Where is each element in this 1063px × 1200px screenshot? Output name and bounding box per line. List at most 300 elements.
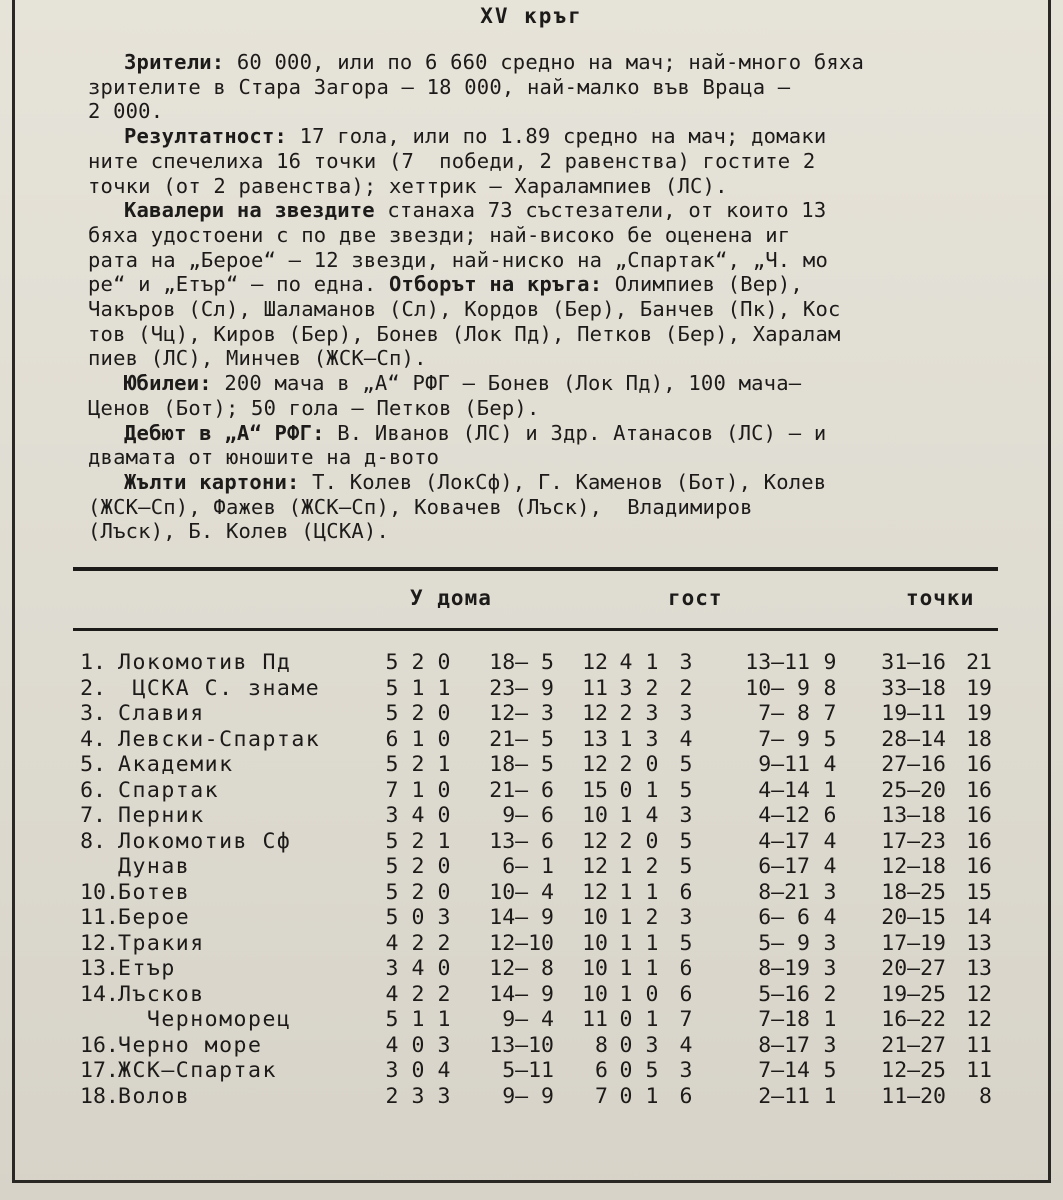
stat-cell: 0 (437, 650, 451, 675)
summary-line (88, 149, 1003, 174)
stat-cell: 6 (679, 981, 693, 1007)
stat-cell: 7 (823, 701, 837, 726)
stat-cell: 4 (411, 956, 425, 981)
stat-cell: 11 (966, 1032, 992, 1058)
stat-cell: 9—11 (745, 752, 810, 777)
rank: 18. (80, 1083, 119, 1109)
table-rule-top (73, 567, 998, 571)
summary-text: 200 мача в „А“ РФГ — Бонев (Лок Пд), 100 мача— (211, 371, 802, 396)
round-title: XV кръг (480, 4, 583, 28)
summary-line (88, 445, 1003, 470)
stat-cell: 4 (437, 1058, 451, 1083)
stat-cell: 19—11 (881, 701, 946, 726)
team-name: Левски-Спартак (118, 726, 321, 752)
stat-cell: 3 (645, 726, 659, 752)
summary-line (88, 272, 1003, 297)
team-name: Дунав (118, 854, 191, 879)
summary-line (88, 421, 1003, 446)
rank: 10. (80, 879, 119, 905)
summary-text: (ЖСК—Сп), Фажев (ЖСК—Сп), Ковачев (Лъск), Владимиров (88, 494, 753, 519)
stat-cell: 6 (823, 803, 837, 828)
stat-cell: 11 (582, 675, 608, 701)
stat-cell: 1 (411, 726, 425, 752)
stat-cell: 7 (385, 777, 399, 803)
standings-row (0, 727, 1063, 752)
stat-cell: 13—10 (489, 1032, 554, 1058)
stat-cell: 3 (385, 956, 399, 981)
standings-row (0, 956, 1063, 981)
stat-cell: 9— 6 (489, 803, 554, 828)
stat-cell: 14 (966, 905, 992, 930)
stat-cell: 10— 4 (489, 879, 554, 905)
stat-cell: 16 (966, 854, 992, 879)
stat-cell: 0 (619, 1007, 633, 1032)
stat-cell: 21— 5 (489, 726, 554, 752)
stat-cell: 1 (619, 956, 633, 981)
stat-cell: 2 (411, 854, 425, 879)
stat-cell: 8—17 (745, 1032, 810, 1058)
stat-cell: 1 (437, 828, 451, 854)
header-home: У дома (410, 586, 492, 610)
summary-line (88, 50, 1003, 75)
stat-cell: 0 (411, 1032, 425, 1058)
stat-cell: 18 (966, 726, 992, 752)
stat-cell: 2 (437, 981, 451, 1007)
stat-cell: 1 (645, 1007, 659, 1032)
stat-cell: 8—19 (745, 956, 810, 981)
summary-line (88, 99, 1003, 124)
header-points: точки (906, 586, 975, 610)
stat-cell: 5 (645, 1058, 659, 1083)
stat-cell: 25—20 (881, 777, 946, 803)
standings-row (0, 676, 1063, 701)
stat-cell: 2 (411, 828, 425, 854)
stat-cell: 10 (582, 981, 608, 1007)
stat-cell: 4 (645, 803, 659, 828)
stat-cell: 1 (619, 905, 633, 930)
stat-cell: 16 (966, 777, 992, 803)
summary-line (88, 223, 1003, 248)
team-name: Ботев (118, 879, 191, 905)
standings-row (0, 803, 1063, 828)
stat-cell: 0 (645, 828, 659, 854)
summary-text: 17 гола, или по 1.89 средно на мач; домаки (287, 124, 827, 149)
stat-cell: 4—14 (745, 777, 810, 803)
stat-cell: 2 (411, 752, 425, 777)
stat-cell: 2 (619, 828, 633, 854)
stat-cell: 2 (411, 879, 425, 905)
summary-text: бяха удостоени с по две звезди; най-високо бе оценена иг (88, 222, 791, 247)
rank: 13. (80, 956, 119, 981)
stat-cell: 19—25 (881, 981, 946, 1007)
stat-cell: 6 (385, 726, 399, 752)
stat-cell: 0 (437, 803, 451, 828)
stat-cell: 9— 9 (489, 1083, 554, 1109)
frame-border-bottom (12, 1180, 1051, 1183)
summary-text: Чакъров (Сл), Шаламанов (Сл), Кордов (Бер), Банчев (Пк), Кос (88, 297, 841, 322)
stat-cell: 11 (966, 1058, 992, 1083)
stat-cell: 4—12 (745, 803, 810, 828)
summary-line (88, 371, 1003, 396)
stat-cell: 6—17 (745, 854, 810, 879)
stat-cell: 2 (385, 1083, 399, 1109)
stat-cell: 0 (619, 777, 633, 803)
stat-cell: 3 (679, 701, 693, 726)
stat-cell: 27—16 (881, 752, 946, 777)
stat-cell: 3 (437, 1032, 451, 1058)
stat-cell: 16 (966, 828, 992, 854)
rank: 8. (80, 828, 106, 854)
stat-cell: 15 (966, 879, 992, 905)
stat-cell: 3 (823, 879, 837, 905)
stat-cell: 0 (437, 879, 451, 905)
rank: 5. (80, 752, 106, 777)
stat-cell: 13 (966, 956, 992, 981)
stat-cell: 5 (385, 905, 399, 930)
standings-row (0, 880, 1063, 905)
stat-cell: 1 (645, 879, 659, 905)
stat-cell: 4—17 (745, 828, 810, 854)
team-name: Черноморец (118, 1007, 292, 1032)
stat-cell: 5 (385, 701, 399, 726)
standings-row (0, 1033, 1063, 1058)
stat-cell: 3 (679, 1058, 693, 1083)
stat-cell: 8—21 (745, 879, 810, 905)
standings-row (0, 829, 1063, 854)
stat-cell: 5 (679, 854, 693, 879)
stat-cell: 8 (582, 1032, 608, 1058)
stat-cell: 12 (966, 1007, 992, 1032)
rank: 2. (80, 675, 106, 701)
team-name: ЦСКА С. знаме (118, 675, 321, 701)
summary-line (88, 198, 1003, 223)
rank: 6. (80, 777, 106, 803)
standings-row (0, 752, 1063, 777)
standings-row (0, 854, 1063, 879)
stat-cell: 5 (679, 752, 693, 777)
stat-cell: 2 (411, 650, 425, 675)
stat-cell: 20—27 (881, 956, 946, 981)
stat-cell: 20—15 (881, 905, 946, 930)
stat-cell: 19 (966, 701, 992, 726)
team-name: Славия (118, 701, 205, 726)
stat-cell: 7 (582, 1083, 608, 1109)
stat-cell: 10 (582, 930, 608, 956)
stat-cell: 8 (966, 1083, 992, 1109)
stat-cell: 5 (679, 777, 693, 803)
stat-cell: 1 (437, 1007, 451, 1032)
standings-row (0, 1084, 1063, 1109)
stat-cell: 3 (645, 1032, 659, 1058)
summary-text: точки (от 2 равенства); хеттрик — Харалампиев (ЛС). (88, 173, 728, 198)
stat-cell: 1 (619, 854, 633, 879)
stat-cell: 12—25 (881, 1058, 946, 1083)
stat-cell: 2 (645, 905, 659, 930)
stat-cell: 3 (619, 675, 633, 701)
summary-line (88, 495, 1003, 520)
stat-cell: 5—16 (745, 981, 810, 1007)
stat-cell: 10 (582, 956, 608, 981)
stat-cell: 3 (411, 1083, 425, 1109)
stat-cell: 1 (645, 650, 659, 675)
stat-cell: 7—18 (745, 1007, 810, 1032)
stat-cell: 5— 9 (745, 930, 810, 956)
stat-cell: 12 (582, 752, 608, 777)
stat-cell: 3 (823, 1032, 837, 1058)
rank: 16. (80, 1032, 119, 1058)
stat-cell: 17—23 (881, 828, 946, 854)
rank: 14. (80, 981, 119, 1007)
stat-cell: 0 (437, 854, 451, 879)
standings-row (0, 1058, 1063, 1083)
standings-row (0, 778, 1063, 803)
stat-cell: 3 (645, 701, 659, 726)
stat-cell: 0 (437, 726, 451, 752)
summary-label: Дебют в „А“ РФГ: (124, 420, 325, 445)
stat-cell: 4 (619, 650, 633, 675)
stat-cell: 3 (437, 1083, 451, 1109)
stat-cell: 10 (582, 803, 608, 828)
stat-cell: 2 (437, 930, 451, 956)
stat-cell: 4 (823, 905, 837, 930)
stat-cell: 11—20 (881, 1083, 946, 1109)
stat-cell: 21— 6 (489, 777, 554, 803)
team-name: Академик (118, 752, 234, 777)
stat-cell: 12 (582, 879, 608, 905)
rank: 4. (80, 726, 106, 752)
stat-cell: 1 (437, 675, 451, 701)
summary-text: Т. Колев (ЛокСф), Г. Каменов (Бот), Колев (299, 469, 827, 494)
stat-cell: 7—14 (745, 1058, 810, 1083)
summary-line (88, 322, 1003, 347)
stat-cell: 4 (385, 1032, 399, 1058)
stat-cell: 6 (679, 1083, 693, 1109)
summary-line (88, 75, 1003, 100)
summary-line (88, 297, 1003, 322)
summary-line (88, 519, 1003, 544)
stat-cell: 13 (966, 930, 992, 956)
rank: 12. (80, 930, 119, 956)
stat-cell: 21—27 (881, 1032, 946, 1058)
stat-cell: 12 (582, 854, 608, 879)
stat-cell: 5 (385, 854, 399, 879)
stat-cell: 1 (823, 1083, 837, 1109)
stat-cell: 12—18 (881, 854, 946, 879)
summary-text: станаха 73 състезатели, от които 13 (374, 198, 827, 223)
stat-cell: 4 (385, 930, 399, 956)
team-name: Локомотив Пд (118, 650, 292, 675)
stat-cell: 0 (437, 956, 451, 981)
team-of-round-label: Отборът на кръга: (389, 272, 603, 297)
stat-cell: 18— 5 (489, 650, 554, 675)
stat-cell: 1 (619, 930, 633, 956)
team-name: Берое (118, 905, 191, 930)
summary-label: Юбилеи: (124, 371, 212, 396)
stat-cell: 12 (582, 701, 608, 726)
stat-cell: 5 (823, 726, 837, 752)
summary-text: рата на „Берое“ — 12 звезди, най-ниско на „Спартак“, „Ч. мо (88, 247, 828, 272)
stat-cell: 0 (645, 752, 659, 777)
stat-cell: 3 (437, 905, 451, 930)
stat-cell: 5 (385, 752, 399, 777)
stat-cell: 12 (582, 650, 608, 675)
stat-cell: 2 (823, 981, 837, 1007)
stat-cell: 13 (582, 726, 608, 752)
stat-cell: 5 (385, 650, 399, 675)
stat-cell: 6 (582, 1058, 608, 1083)
stat-cell: 18—25 (881, 879, 946, 905)
stat-cell: 31—16 (881, 650, 946, 675)
stat-cell: 4 (823, 854, 837, 879)
stat-cell: 7 (679, 1007, 693, 1032)
stat-cell: 1 (437, 752, 451, 777)
stat-cell: 5 (385, 675, 399, 701)
summary-text: В. Иванов (ЛС) и Здр. Атанасов (ЛС) — и (324, 420, 827, 445)
team-name: Тракия (118, 930, 205, 956)
stat-cell: 1 (411, 675, 425, 701)
team-name: Перник (118, 803, 205, 828)
standings-row (0, 650, 1063, 675)
stat-cell: 0 (619, 1083, 633, 1109)
stat-cell: 6 (679, 879, 693, 905)
summary-text: пиев (ЛС), Минчев (ЖСК—Сп). (88, 346, 427, 371)
stat-cell: 4 (679, 726, 693, 752)
stat-cell: 3 (385, 1058, 399, 1083)
stat-cell: 13— 6 (489, 828, 554, 854)
stat-cell: 1 (645, 777, 659, 803)
stat-cell: 4 (411, 803, 425, 828)
summary-line (88, 174, 1003, 199)
team-name: Черно море (118, 1032, 263, 1058)
stat-cell: 1 (619, 726, 633, 752)
team-of-round-first: Олимпиев (Вер), (602, 272, 803, 297)
stat-cell: 13—11 (745, 650, 810, 675)
stat-cell: 1 (619, 803, 633, 828)
stat-cell: 16—22 (881, 1007, 946, 1032)
stat-cell: 5 (823, 1058, 837, 1083)
summary-text: 60 000, или по 6 660 средно на мач; най-много бяха (224, 50, 864, 74)
stat-cell: 5 (385, 1007, 399, 1032)
stat-cell: 1 (619, 981, 633, 1007)
stat-cell: 6— 1 (489, 854, 554, 879)
summary-line (88, 396, 1003, 421)
stat-cell: 2 (411, 981, 425, 1007)
summary-label: Кавалери на звездите (124, 198, 375, 223)
stat-cell: 12— 3 (489, 701, 554, 726)
summary-label: Жълти картони: (124, 469, 300, 494)
stat-cell: 8 (823, 675, 837, 701)
rank: 1. (80, 650, 106, 675)
stat-cell: 18— 5 (489, 752, 554, 777)
stat-cell: 0 (411, 905, 425, 930)
rank: 17. (80, 1058, 119, 1083)
stat-cell: 1 (645, 930, 659, 956)
stat-cell: 10— 9 (745, 675, 810, 701)
summary-text: зрителите в Стара Загора — 18 000, най-малко във Враца — (88, 74, 791, 99)
stat-cell: 4 (385, 981, 399, 1007)
summary-label: Зрители: (124, 50, 225, 74)
stat-cell: 2 (619, 752, 633, 777)
stat-cell: 0 (437, 777, 451, 803)
standings-row (0, 701, 1063, 726)
summary-line (88, 124, 1003, 149)
stat-cell: 11 (582, 1007, 608, 1032)
stat-cell: 10 (582, 905, 608, 930)
rank: 11. (80, 905, 119, 930)
stat-cell: 17—19 (881, 930, 946, 956)
stat-cell: 3 (823, 956, 837, 981)
stat-cell: 3 (679, 905, 693, 930)
team-name: Волов (118, 1083, 191, 1109)
stat-cell: 14— 9 (489, 981, 554, 1007)
summary-text: 2 000. (88, 99, 164, 124)
stat-cell: 16 (966, 752, 992, 777)
stat-cell: 9 (823, 650, 837, 675)
summary-line (88, 346, 1003, 371)
standings-row (0, 982, 1063, 1007)
stat-cell: 2 (645, 675, 659, 701)
stat-cell: 5 (679, 828, 693, 854)
stat-cell: 5 (385, 828, 399, 854)
stat-cell: 5 (679, 930, 693, 956)
team-name: Етър (118, 956, 176, 981)
stat-cell: 13—18 (881, 803, 946, 828)
stat-cell: 2 (411, 930, 425, 956)
stat-cell: 4 (823, 828, 837, 854)
summary-label: Резултатност: (124, 124, 288, 149)
stat-cell: 12 (966, 981, 992, 1007)
stat-cell: 0 (645, 981, 659, 1007)
stat-cell: 2 (619, 701, 633, 726)
stat-cell: 9— 4 (489, 1007, 554, 1032)
stat-cell: 5—11 (489, 1058, 554, 1083)
stat-cell: 0 (411, 1058, 425, 1083)
stat-cell: 4 (823, 752, 837, 777)
stat-cell: 33—18 (881, 675, 946, 701)
stat-cell: 2 (411, 701, 425, 726)
summary-line (88, 248, 1003, 273)
stat-cell: 12 (582, 828, 608, 854)
stat-cell: 1 (619, 879, 633, 905)
rank: 3. (80, 701, 106, 726)
stat-cell: 1 (411, 777, 425, 803)
stat-cell: 23— 9 (489, 675, 554, 701)
stat-cell: 3 (385, 803, 399, 828)
stat-cell: 2 (679, 675, 693, 701)
stat-cell: 12—10 (489, 930, 554, 956)
rank: 7. (80, 803, 106, 828)
summary-text: тов (Чц), Киров (Бер), Бонев (Лок Пд), Петков (Бер), Харалам (88, 321, 841, 346)
stat-cell: 7— 9 (745, 726, 810, 752)
team-name: ЖСК—Спартак (118, 1058, 277, 1083)
stat-cell: 19 (966, 675, 992, 701)
stat-cell: 0 (437, 701, 451, 726)
stat-cell: 1 (645, 1083, 659, 1109)
stat-cell: 3 (823, 930, 837, 956)
team-name: Лъсков (118, 981, 205, 1007)
header-away: гост (668, 586, 723, 610)
stat-cell: 6 (679, 956, 693, 981)
team-name: Спартак (118, 777, 220, 803)
standings-row (0, 1007, 1063, 1032)
summary-text: Ценов (Бот); 50 гола — Петков (Бер). (88, 395, 540, 420)
summary-text: (Лъск), Б. Колев (ЦСКА). (88, 519, 390, 544)
stat-cell: 2 (645, 854, 659, 879)
stat-cell: 1 (823, 777, 837, 803)
stat-cell: 15 (582, 777, 608, 803)
stat-cell: 3 (679, 650, 693, 675)
standings-row (0, 931, 1063, 956)
